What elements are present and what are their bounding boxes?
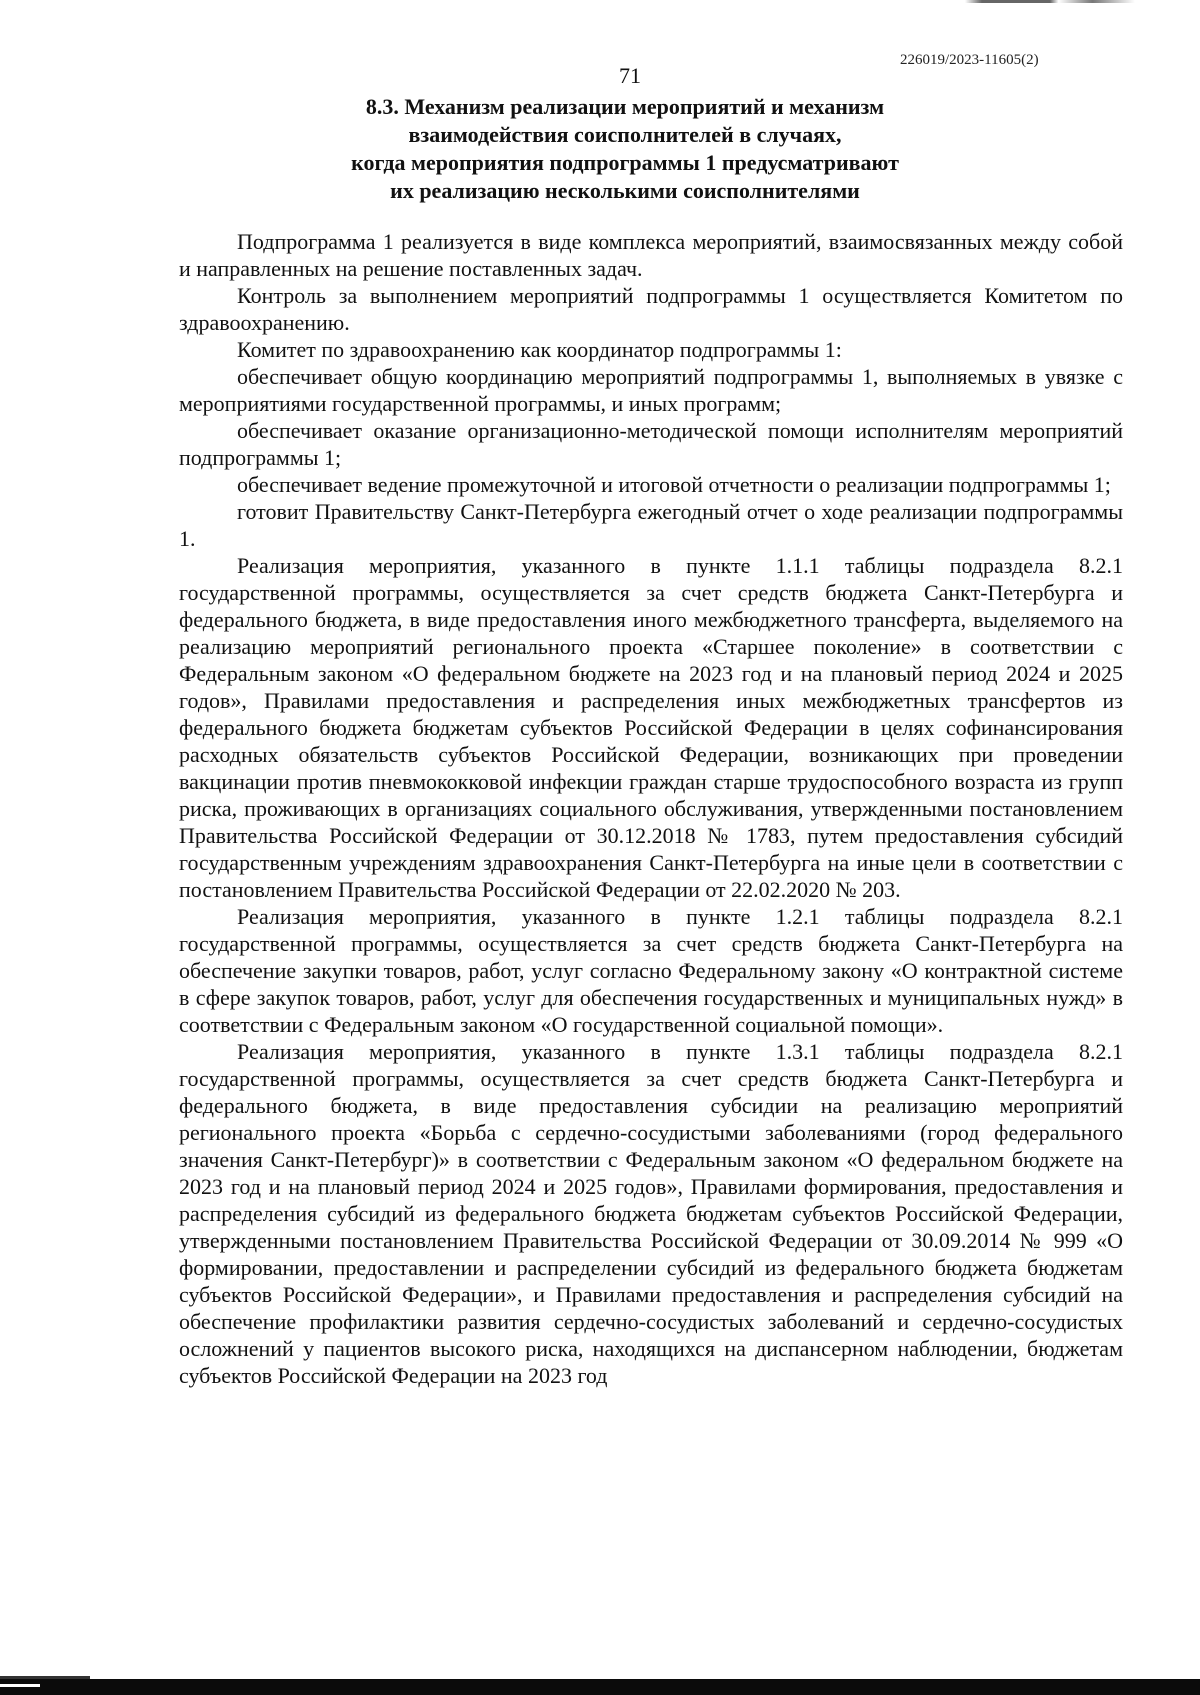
paragraph: Контроль за выполнением мероприятий подпрограммы 1 осуществляется Комитетом по здравоохранению.: [179, 283, 1123, 335]
section-heading: [250, 93, 1000, 205]
heading-line: взаимодействия соисполнителей в случаях,: [408, 122, 842, 147]
scan-artifact-bottom: [0, 1679, 1200, 1695]
heading-line: когда мероприятия подпрограммы 1 предусматривают: [351, 150, 899, 175]
paragraph: обеспечивает ведение промежуточной и итоговой отчетности о реализации подпрограммы 1;: [237, 472, 1111, 497]
paragraph: Реализация мероприятия, указанного в пункте 1.1.1 таблицы подраздела 8.2.1 государственной программы, осуществляется за счет средств бюджета Санкт-Петербурга и федерального бюджета, в виде предоставления иного межбюджетного трансферта, выделяемого на реализацию мероприятий регионального проекта «Старшее поколение» в соответствии с Федеральным законом «О федеральном бюджете на 2023 год и на плановый период 2024 и 2025 годов», Правилами предоставления и распределения иных межбюджетных трансфертов из федерального бюджета бюджетам субъектов Российской Федерации в целях софинансирования расходных обязательств субъектов Российской Федерации, возникающих при проведении вакцинации против пневмококковой инфекции граждан старше трудоспособного возраста из групп риска, проживающих в организациях социального обслуживания, утвержденными постановлением Правительства Российской Федерации от 30.12.2018 № 1783, путем предоставления субсидий государственным учреждениям здравоохранения Санкт-Петербурга на иные цели в соответствии с постановлением Правительства Российской Федерации от 22.02.2020 № 203.: [179, 553, 1123, 902]
heading-line: их реализацию несколькими соисполнителями: [390, 178, 860, 203]
paragraph: готовит Правительству Санкт-Петербурга ежегодный отчет о ходе реализации подпрограммы 1.: [179, 499, 1123, 551]
scan-artifact-top: [965, 0, 1135, 3]
document-number: 226019/2023-11605(2): [900, 52, 1039, 68]
paragraph: обеспечивает общую координацию мероприятий подпрограммы 1, выполняемых в увязке с мероприятиями государственной программы, и иных программ;: [179, 364, 1123, 416]
heading-line: 8.3. Механизм реализации мероприятий и механизм: [365, 94, 885, 119]
paragraph: Подпрограмма 1 реализуется в виде комплекса мероприятий, взаимосвязанных между собой и направленных на решение поставленных задач.: [179, 229, 1123, 281]
body-text: [179, 228, 1123, 1389]
scan-artifact-gap: [0, 1684, 40, 1687]
paragraph: Реализация мероприятия, указанного в пункте 1.2.1 таблицы подраздела 8.2.1 государственной программы, осуществляется за счет средств бюджета Санкт-Петербурга на обеспечение закупки товаров, работ, услуг согласно Федеральному закону «О контрактной системе в сфере закупок товаров, работ, услуг для обеспечения государственных и муниципальных нужд» в соответствии с Федеральным законом «О государственной социальной помощи».: [179, 904, 1123, 1037]
paragraph: Комитет по здравоохранению как координатор подпрограммы 1:: [237, 337, 842, 362]
paragraph: обеспечивает оказание организационно-методической помощи исполнителям мероприятий подпрограммы 1;: [179, 418, 1123, 470]
page-number: 71: [619, 63, 641, 88]
paragraph: Реализация мероприятия, указанного в пункте 1.3.1 таблицы подраздела 8.2.1 государственной программы, осуществляется за счет средств бюджета Санкт-Петербурга и федерального бюджета, в виде предоставления субсидии на реализацию мероприятий регионального проекта «Борьба с сердечно-сосудистыми заболеваниями (город федерального значения Санкт-Петербург)» в соответствии с Федеральным законом «О федеральном бюджете на 2023 год и на плановый период 2024 и 2025 годов», Правилами формирования, предоставления и распределения субсидий из федерального бюджета бюджетам субъектов Российской Федерации, утвержденными постановлением Правительства Российской Федерации от 30.09.2014 № 999 «О формировании, предоставлении и распределении субсидий из федерального бюджета бюджетам субъектов Российской Федерации», и Правилами предоставления и распределения субсидий на обеспечение профилактики развития сердечно-сосудистых заболеваний и сердечно-сосудистых осложнений у пациентов высокого риска, находящихся на диспансерном наблюдении, бюджетам субъектов Российской Федерации на 2023 год: [179, 1039, 1123, 1388]
